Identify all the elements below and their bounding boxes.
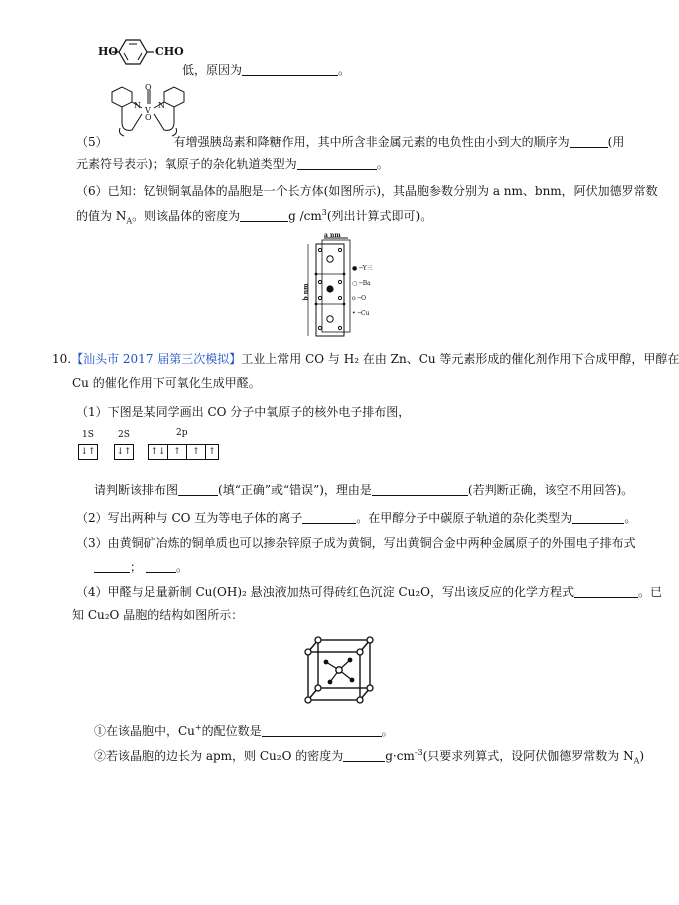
q10-intro-line1 — [52, 351, 679, 367]
orbital-diagram — [78, 430, 218, 464]
period: 。 — [176, 560, 189, 574]
orbital-1s-box: ↓↑ — [78, 444, 98, 460]
question-source: 【汕头市 2017 届第三次模拟】 — [71, 352, 242, 366]
answer-blank-config-1[interactable] — [94, 560, 130, 573]
answer-blank-electronegativity[interactable] — [570, 135, 608, 148]
mol1-tail: 低，原因为 — [182, 63, 243, 77]
ybco-legend — [352, 261, 392, 325]
part6-text-d: (列出计算式即可)。 — [326, 209, 433, 223]
mol2-n1: N — [134, 101, 141, 110]
mol2-v: V — [145, 106, 151, 115]
part5-after: (用 — [607, 135, 625, 149]
fig-b-label: b nm — [302, 283, 310, 301]
q10-part1: （1）下图是某同学画出 CO 分子中氧原子的核外电子排布图， — [76, 405, 411, 419]
superscript-minus3: -3 — [414, 748, 423, 757]
mol2-o-mid: O — [145, 113, 152, 122]
part6-text-b: 。则该晶体的密度为 — [132, 209, 241, 223]
q10-part1-judge — [94, 482, 633, 498]
orbital-1s-label: 1S — [82, 430, 94, 440]
period: 。 — [338, 63, 351, 77]
q10-part4-line1 — [76, 584, 662, 600]
q9-mol1-line — [182, 62, 350, 78]
answer-blank-reason-orbital[interactable] — [372, 483, 468, 496]
mol2-n2: N — [158, 101, 165, 110]
orbital-2s-box: ↓↑ — [114, 444, 134, 460]
semicolon: ； — [130, 560, 143, 574]
mol-cho-label: CHO — [155, 45, 184, 58]
q10-sub2 — [94, 745, 644, 769]
answer-blank-correct[interactable] — [178, 483, 218, 496]
answer-blank-reason[interactable] — [242, 63, 338, 76]
part6-text-a: 的值为 N — [76, 209, 127, 223]
part4-text-a: （4）甲醛与足量新制 Cu(OH)₂ 悬浊液加热可得砖红色沉淀 Cu₂O，写出该反应的化学方程式 — [76, 585, 575, 599]
superscript-plus: + — [194, 723, 202, 732]
hydroxybenzaldehyde-structure — [96, 32, 186, 72]
judge-text-c: (若判断正确，该空不用回答)。 — [467, 483, 634, 497]
answer-blank-config-2[interactable] — [146, 560, 176, 573]
q10-part3-line1: （3）由黄铜矿冶炼的铜单质也可以掺杂锌原子成为黄铜，写出黄铜合金中两种金属原子的外围电子排布式 — [76, 536, 636, 550]
judge-text-b: (填“正确”或“错误”)，理由是 — [218, 483, 372, 497]
period: 。 — [624, 511, 637, 525]
mol-ho-label: HO — [98, 45, 118, 58]
part4-text-b: 。已 — [638, 585, 663, 599]
fig-a-label: a nm — [324, 232, 341, 239]
part2-text-b: 。在甲醇分子中碳原子轨道的杂化类型为 — [356, 511, 573, 525]
judge-text-a: 请判断该排布图 — [94, 483, 179, 497]
part2-text-a: （2）写出两种与 CO 互为等电子体的离子 — [76, 511, 303, 525]
answer-blank-equation[interactable] — [574, 585, 638, 598]
orbital-2p-box-4: ↑ — [205, 444, 219, 460]
sub2-text-a: ②若该晶胞的边长为 apm，则 Cu₂O 的密度为 — [94, 749, 344, 763]
subscript-a: A — [633, 756, 640, 766]
q10-part3-line2 — [94, 559, 188, 575]
vanadium-complex-structure — [104, 84, 192, 138]
q10-part4-line2: 知 Cu₂O 晶胞的结构如图所示： — [72, 608, 244, 622]
period: 。 — [376, 157, 389, 171]
period: 。 — [381, 724, 394, 738]
q9-part6-line2 — [76, 205, 432, 229]
orbital-2s-label: 2S — [118, 430, 130, 440]
orbital-2p-box-3: ↑ — [186, 444, 206, 460]
mol2-o-top: O — [145, 83, 152, 92]
part5-line2-text: 元素符号表示)；氧原子的杂化轨道类型为 — [76, 157, 297, 171]
legend-ba: ○ ─Ba — [352, 280, 371, 287]
legend-y: ● ─Y三 — [352, 265, 373, 272]
answer-blank-density[interactable] — [240, 209, 288, 222]
q10-intro1: 工业上常用 CO 与 H₂ 在由 Zn、Cu 等元素形成的催化剂作用下合成甲醇，甲醇在 — [241, 352, 679, 366]
legend-o: o ─O — [352, 295, 367, 302]
q10-sub1 — [94, 720, 394, 739]
part5-number: （5） — [76, 135, 108, 149]
sub2-unit: g·cm — [385, 749, 415, 763]
question-number: 10. — [52, 352, 72, 366]
answer-blank-coordination[interactable] — [262, 724, 382, 737]
sub2-text-d: ) — [639, 749, 645, 763]
part6-unit: g /cm — [288, 209, 322, 223]
legend-cu: • ─Cu — [352, 310, 370, 317]
orbital-2p-box-2: ↑ — [167, 444, 187, 460]
q10-part2 — [76, 510, 636, 526]
q9-part6-line1: （6）已知：钇钡铜氧晶体的晶胞是一个长方体(如图所示)，其晶胞参数分别为 a nm、bnm，阿伏加德罗常数 — [76, 184, 658, 198]
subscript-a: A — [126, 216, 133, 226]
orbital-2p-label: 2p — [176, 428, 188, 438]
cu2o-unit-cell-drawing — [302, 636, 378, 706]
cu2o-unit-cell-figure — [302, 636, 378, 706]
orbital-2p-box-1: ↑↓ — [148, 444, 168, 460]
answer-blank-ions[interactable] — [302, 511, 356, 524]
sub1-text-b: 的配位数是 — [201, 724, 262, 738]
sub2-text-c: (只要求列算式，设阿伏伽德罗常数为 N — [422, 749, 634, 763]
q9-part5-line2 — [76, 156, 389, 172]
answer-blank-cu2o-density[interactable] — [343, 749, 385, 762]
part5-text: 有增强胰岛素和降糖作用，其中所含非金属元素的电负性由小到大的顺序为 — [173, 135, 570, 149]
q9-part5-line1 — [76, 134, 624, 150]
answer-blank-carbon-hybrid[interactable] — [572, 511, 624, 524]
q10-intro-line2: Cu 的催化作用下可氧化生成甲醛。 — [72, 376, 261, 390]
sub1-text-a: ①在该晶胞中，Cu — [94, 724, 195, 738]
superscript-3: 3 — [321, 208, 327, 217]
answer-blank-hybridization[interactable] — [297, 157, 377, 170]
